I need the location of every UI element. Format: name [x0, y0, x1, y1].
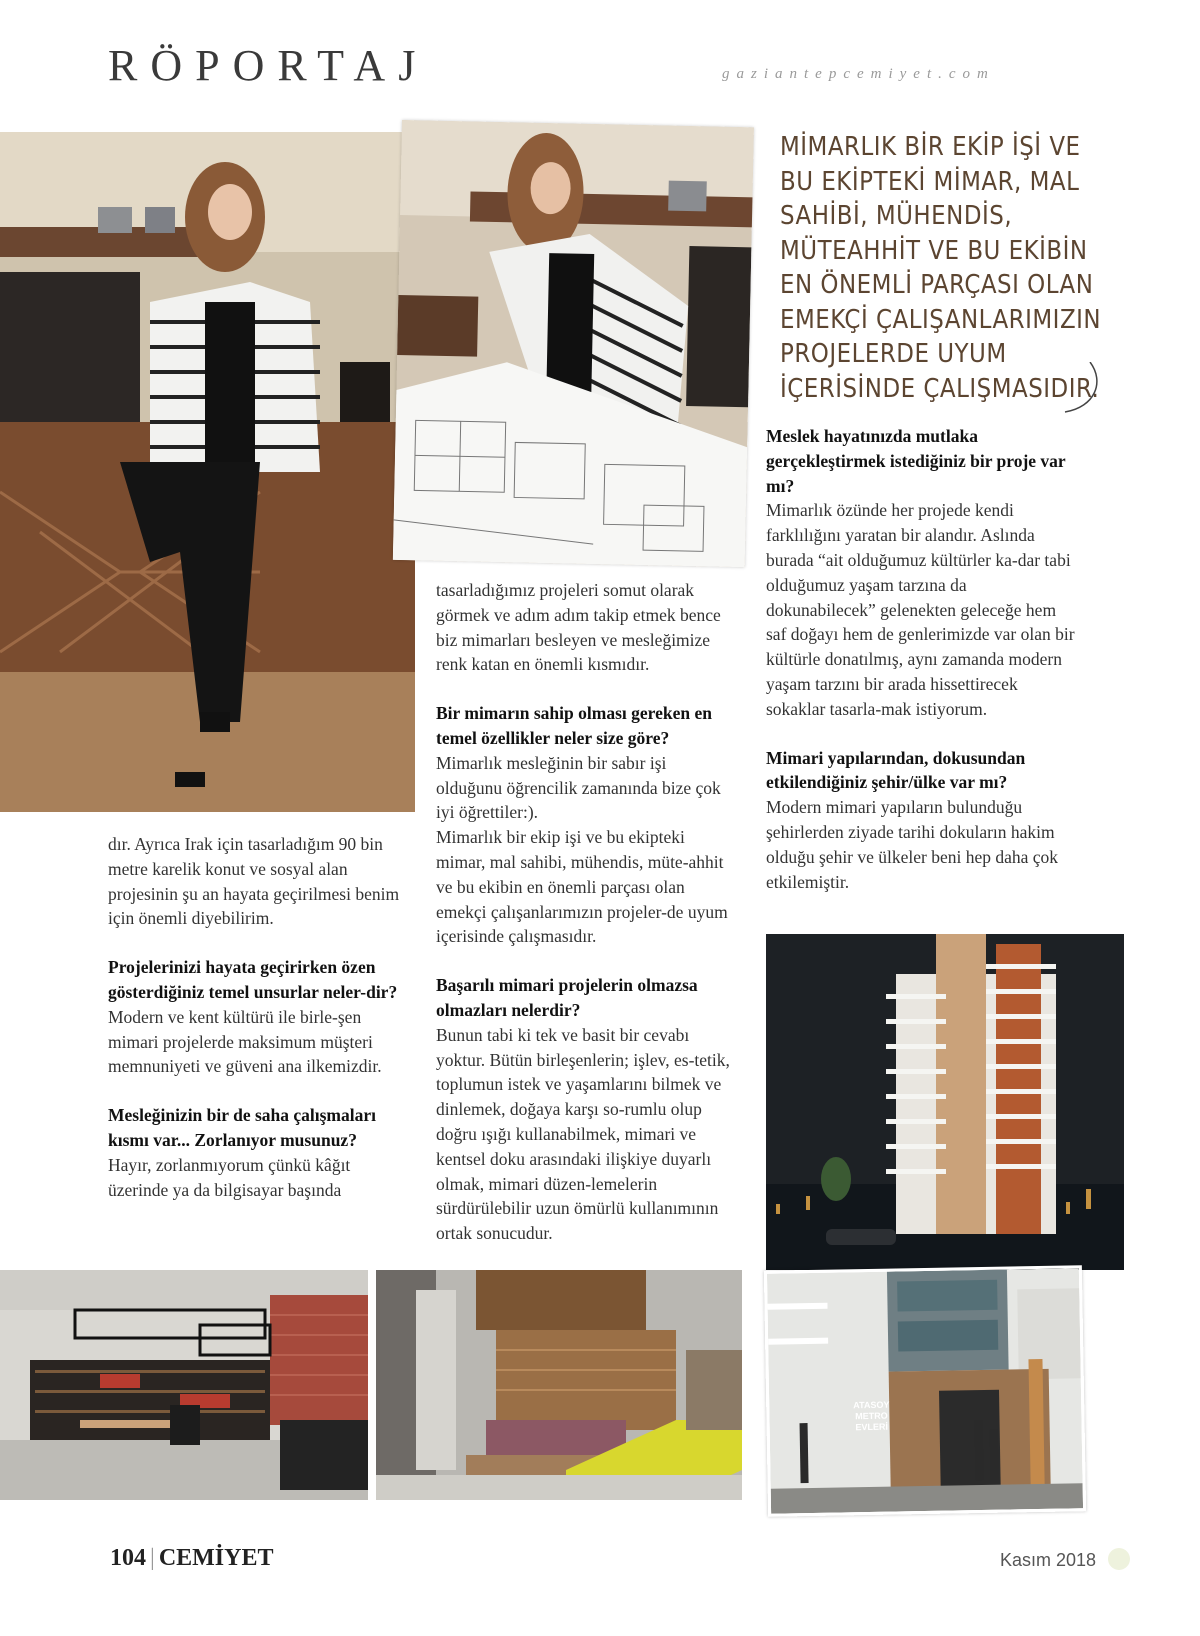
article-column-2 [436, 578, 736, 1270]
photo-bedroom-interior [376, 1270, 742, 1500]
photo-architect-drawing [393, 120, 754, 567]
interview-question: Mimari yapılarından, dokusundan etkilendiğiniz şehir/ülke var mı? [766, 747, 1026, 793]
interview-question: Projelerinizi hayata geçirirken özen gösterdiğiniz temel unsurlar neler-dir? [108, 957, 398, 1002]
paragraph: dır. Ayrıca Irak için tasarladığım 90 bin metre karelik konut ve sosyal alan projesinin şu an hayata geçirilmesi benim için önemli diyebilirim. [108, 834, 400, 929]
interview-answer: Mimarlık mesleğinin bir sabır işi olduğunu öğrencilik zamanında bize çok iyi öğrettiler:). [436, 752, 721, 823]
website-url: gaziantepcemiyet.com [722, 66, 995, 82]
interview-question: Bir mimarın sahip olması gereken en temel özellikler neler size göre? [436, 703, 712, 748]
photo-building-entrance [764, 1265, 1086, 1517]
article-column-3 [766, 424, 1076, 918]
paragraph: tasarladığımız projeleri somut olarak görmek ve adım adım takip etmek bence biz mimarları besleyen ve mesleğimize renk katan en önemli kısmıdır. [436, 580, 721, 675]
page-number: 104 [110, 1545, 146, 1571]
building-sign [853, 1400, 890, 1434]
folio-divider: | [150, 1545, 155, 1571]
building-sign-line: ATASOY [853, 1399, 890, 1411]
interview-answer: Mimarlık özünde her projede kendi farklılığını yaratan bir alandır. Aslında burada “ait olduğumuz kültürler ka-dar tabi olduğumuz yaşam tarzına da dokunabilecek” gelenekten geleceğe hem saf doğayı hem de genlerimizde var olan bir kültürle donatılmış, aynı zamanda modern yaşam tarzını bir arada hissettirecek sokaklar tasarla-mak istiyorum. [766, 500, 1075, 719]
quote-ornament-curve [1060, 362, 1110, 422]
building-sign-line: EVLERİ [855, 1421, 889, 1433]
interview-answer: Mimarlık bir ekip işi ve bu ekipteki mimar, mal sahibi, mühendis, müte-ahhit ve bu ekibin en önemli parçası olan emekçi çalışanlarımızın projeler-de uyum içerisinde çalışmasıdır. [436, 827, 728, 947]
photo-architect-seated [0, 132, 415, 812]
decorative-dot [1108, 1548, 1130, 1570]
interview-question: Başarılı mimari projelerin olmazsa olmazları nelerdir? [436, 975, 698, 1020]
interview-question: Meslek hayatınızda mutlaka gerçekleştirmek istediğiniz bir proje var mı? [766, 426, 1066, 496]
interview-question: Mesleğinizin bir de saha çalışmaları kısmı var... Zorlanıyor musunuz? [108, 1105, 377, 1150]
issue-date: Kasım 2018 [1000, 1550, 1097, 1570]
interview-answer: Bunun tabi ki tek ve basit bir cevabı yoktur. Bütün birleşenlerin; işlev, es-tetik, toplumun istek ve yaşamlarını bilmek ve dinlemek, doğaya karşı so-rumlu olup doğru ışığı kullanabilmek, mimari ve kentsel doku arasındaki ilişkiye duyarlı olmak, mimari düzen-lemelerin sürdürülebilir uzun ömürlü kullanımının ortak sonucudur. [436, 1024, 730, 1244]
interview-answer: Modern mimari yapıların bulunduğu şehirlerden ziyade tarihi dokuların hakim olduğu şehir ve ülkeler beni hep daha çok etkilemiştir. [766, 797, 1059, 892]
pull-quote: MİMARLIK BİR EKİP İŞİ VE BU EKİPTEKİ MİMAR, MAL SAHİBİ, MÜHENDİS, MÜTEAHHİT VE BU EKİBİN EN ÖNEMLİ PARÇASI OLAN EMEKÇİ ÇALIŞANLARIMIZIN PROJELERDE UYUM İÇERİSİNDE ÇALIŞMASIDIR. [780, 132, 1102, 404]
page-folio [110, 1545, 274, 1572]
interview-answer: Hayır, zorlanmıyorum çünkü kâğıt üzerinde ya da bilgisayar başında [108, 1154, 351, 1200]
interview-answer: Modern ve kent kültürü ile birle-şen mimari projelerde maksimum müşteri memnuniyeti ve güveni ana ilkemizdir. [108, 1006, 382, 1077]
photo-office-interior [0, 1270, 368, 1500]
article-column-1 [108, 832, 408, 1226]
section-title: RÖPORTAJ [108, 41, 429, 90]
magazine-name: CEMİYET [158, 1545, 274, 1571]
photo-tower-night-render [766, 934, 1124, 1270]
building-sign-line: METRO [855, 1410, 888, 1422]
